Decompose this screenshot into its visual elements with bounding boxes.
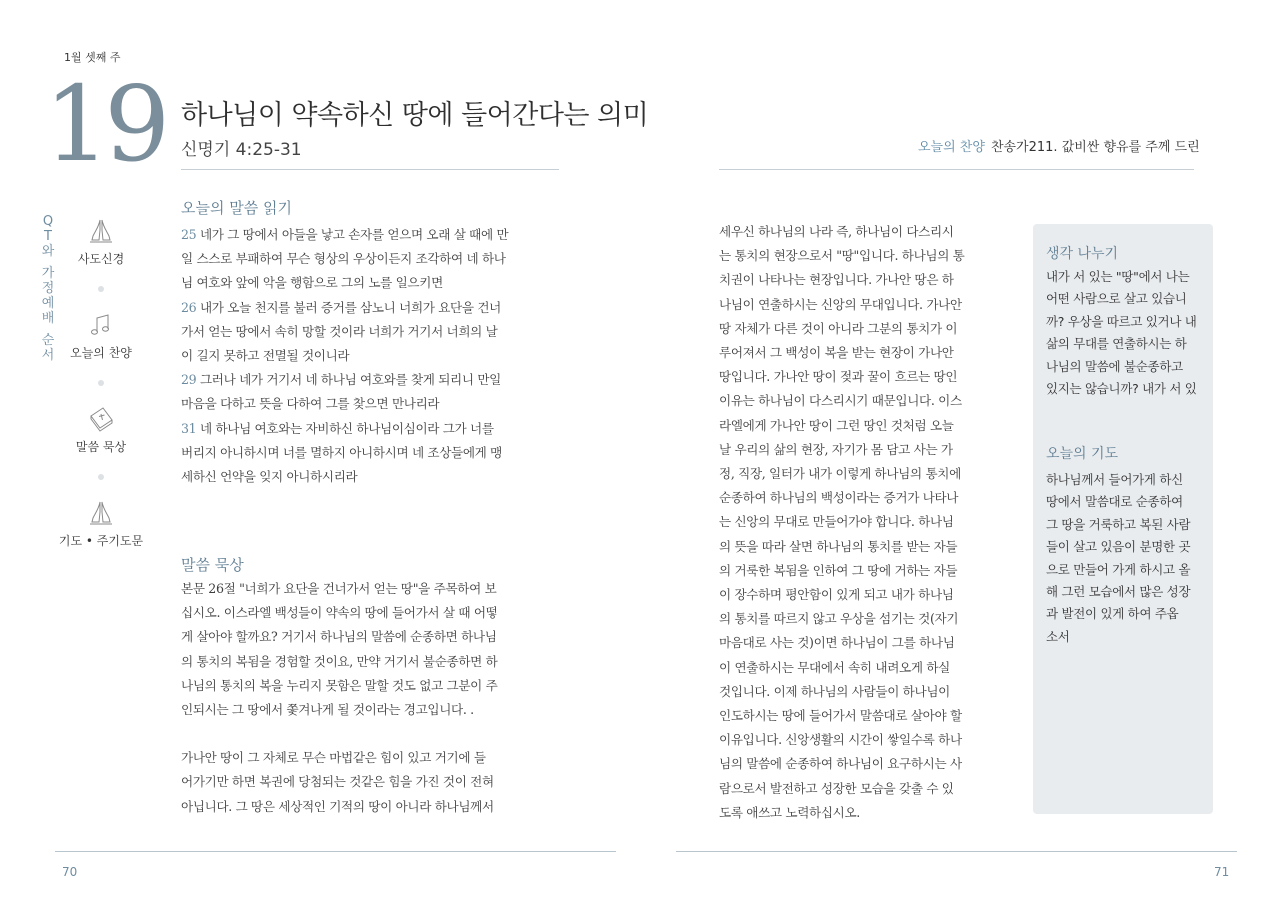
verse-line: 세하신 언약을 잊지 아니하시리라 [181, 469, 358, 485]
vertical-char: Q [42, 214, 54, 229]
text-line: 그 땅을 거룩하고 복된 사람 [1046, 516, 1191, 532]
text-line: 마음대로 사는 것)이면 하나님이 그를 하나님 [719, 635, 955, 651]
text-line: 람으로서 발전하고 성장한 모습을 갖출 수 있 [719, 780, 954, 796]
nav-item-meditation[interactable] [51, 404, 151, 455]
nav-item-label: 말씀 묵상 [75, 440, 127, 454]
verse-number: 29 [181, 372, 197, 388]
nav-item-label: 오늘의 찬양 [70, 346, 132, 360]
text-line: 하나님께서 들어가게 하신 [1046, 472, 1183, 487]
text-line: 의 뜻을 따라 살면 하나님의 통치를 받는 자들 [719, 538, 958, 554]
verse-number: 26 [181, 299, 197, 315]
verse-line: 마음을 다하고 뜻을 다하여 그를 찾으면 만나리라 [181, 396, 440, 412]
text-line: 는 신앙의 무대로 만들어가야 합니다. 하나님 [719, 514, 954, 530]
verse-line: 26 내가 오늘 천지를 불러 증거를 삼노니 너희가 요단을 건너 [181, 299, 501, 315]
verse-number: 31 [181, 420, 197, 436]
text-line: 이유입니다. 신앙생활의 시간이 쌓일수록 하나 [719, 732, 962, 748]
vertical-char: 정 [41, 281, 55, 296]
text-line: 십시오. 이스라엘 백성들이 약속의 땅에 들어가서 살 때 어떻 [181, 605, 498, 621]
verse-line: 31 네 하나님 여호와는 자비하신 하나님이심이라 그가 너를 [181, 420, 494, 436]
text-line: 땅 자체가 다른 것이 아니라 그분의 통치가 이 [719, 320, 958, 336]
text-line: 있지는 않습니까? 내가 서 있 [1046, 381, 1197, 397]
text-line: 가나안 땅이 그 자체로 무슨 마법같은 힘이 있고 거기에 들 [181, 750, 486, 766]
verse-line: 29 그러나 네가 거기서 네 하나님 여호와를 찾게 되리니 만일 [181, 372, 501, 388]
meditation-text [181, 577, 571, 819]
verse-line: 가서 얻는 땅에서 속히 망할 것이라 너희가 거기서 너희의 날 [181, 323, 498, 339]
bible-icon [86, 404, 116, 434]
text-line: 루어져서 그 백성이 복을 받는 현장이 가나안 [719, 345, 954, 361]
text-line: 나님의 말씀에 불순종하고 [1046, 358, 1183, 374]
verse-line: 이 길지 못하고 전멸될 것이니라 [181, 348, 350, 364]
text-line: 들이 살고 있음이 분명한 곳 [1046, 539, 1191, 555]
meditation-continued-text [719, 220, 1011, 825]
text-line: 아닙니다. 그 땅은 세상적인 기적의 땅이 아니라 하나님께서 [181, 798, 494, 814]
text-line: 도록 애쓰고 노력하십시오. [719, 804, 860, 820]
text-line: 님의 말씀에 순종하여 하나님이 요구하시는 사 [719, 756, 962, 772]
vertical-char: 순 [41, 333, 55, 348]
text-line: 과 발전이 있게 하여 주옵 [1046, 606, 1179, 622]
verse-line: 님 여호와 앞에 악을 행함으로 그의 노를 일으키면 [181, 275, 443, 291]
reading-heading: 오늘의 말씀 읽기 [181, 199, 292, 217]
text-line: 의 거룩한 복됨을 인하여 그 땅에 거하는 자들 [719, 562, 958, 578]
text-line: 으로 만들어 가게 하시고 올 [1046, 561, 1191, 577]
page-number-right: 71 [1214, 865, 1230, 879]
text-line: 나님이 연출하시는 신앙의 무대입니다. 가나안 [719, 296, 962, 312]
text-line: 것입니다. 이제 하나님의 사람들이 하나님이 [719, 683, 950, 699]
text-line: 날 우리의 삶의 현장, 자기가 몸 담고 사는 가 [719, 441, 953, 457]
share-heading: 생각 나누기 [1046, 246, 1119, 262]
text-line: 의 통치를 따르지 않고 우상을 섬기는 것(자기 [719, 611, 959, 627]
text-line: 순종하여 하나님의 백성이라는 증거가 나타나 [719, 490, 959, 506]
text-line: 이 연출하시는 무대에서 속히 내려오게 하실 [719, 659, 950, 675]
text-line: 소서 [1046, 628, 1070, 644]
text-line: 나님의 통치의 복을 누리지 못함은 말할 것도 없고 그분이 주 [181, 677, 498, 693]
text-line: 까? 우상을 따르고 있거나 내 [1046, 313, 1197, 329]
header-divider [181, 169, 559, 170]
hymn-header [918, 136, 1200, 155]
vertical-char: 와 [41, 244, 55, 259]
footer-divider [55, 851, 616, 852]
music-note-icon [86, 310, 116, 340]
vertical-char: 배 [41, 311, 55, 326]
scripture-reference: 신명기 4:25-31 [181, 140, 302, 160]
text-line: 세우신 하나님의 나라 즉, 하나님이 다스리시 [719, 224, 954, 239]
verse-line: 일 스스로 부패하여 무슨 형상의 우상이든지 조각하여 네 하나 [181, 251, 506, 267]
text-line [181, 722, 571, 746]
page-title: 하나님이 약속하신 땅에 들어간다는 의미 [181, 100, 649, 131]
nav-item-creed[interactable] [51, 216, 151, 267]
praying-hands-icon [86, 498, 116, 528]
text-line: 이유는 하나님이 다스리시기 때문입니다. 이스 [719, 393, 962, 409]
scripture-text [181, 223, 563, 489]
text-line: 게 살아야 할까요? 거기서 하나님의 말씀에 순종하면 하나님 [181, 629, 497, 645]
day-number: 19 [44, 63, 165, 185]
text-line: 는 통치의 현장으로서 "땅"입니다. 하나님의 통 [719, 248, 965, 264]
text-line: 인도하시는 땅에 들어가서 말씀대로 살아야 할 [719, 708, 962, 724]
vertical-char: 가 [41, 266, 55, 281]
header-divider [719, 169, 1194, 170]
hymn-label: 오늘의 찬양 [918, 140, 985, 155]
nav-separator-dot [98, 286, 104, 292]
verse-number: 25 [181, 227, 197, 242]
meditation-heading: 말씀 묵상 [181, 556, 244, 574]
text-line: 땅에서 말씀대로 순종하여 [1046, 494, 1183, 510]
text-line: 어가기만 하면 복권에 당첨되는 것같은 힘을 가진 것이 전혀 [181, 774, 494, 790]
footer-divider [676, 851, 1237, 852]
nav-item-label: 기도 • 주기도문 [58, 534, 144, 548]
prayer-text [1046, 469, 1190, 648]
text-line: 해 그런 모습에서 많은 성장 [1046, 584, 1191, 600]
text-line: 이 장수하며 평안함이 있게 되고 내가 하나님 [719, 587, 954, 603]
verse-line: 버리지 아니하시며 너를 멸하지 아니하시며 네 조상들에게 맹 [181, 444, 502, 460]
verse-line: 25 네가 그 땅에서 아들을 낳고 손자를 얻으며 오래 살 때에 만 [181, 227, 509, 242]
text-line: 어떤 사람으로 살고 있습니 [1046, 291, 1187, 307]
vertical-char: T [44, 229, 52, 244]
praying-hands-icon [86, 216, 116, 246]
text-line: 인되시는 그 땅에서 쫓겨나게 될 것이라는 경고입니다. . [181, 702, 474, 718]
text-line: 삶의 무대를 연출하시는 하 [1046, 336, 1187, 352]
share-text [1046, 266, 1197, 400]
text-line: 라엘에게 가나안 땅이 그런 땅인 것처럼 오늘 [719, 417, 954, 433]
page-number-left: 70 [62, 865, 78, 879]
vertical-char: 서 [41, 348, 55, 363]
text-line: 내가 서 있는 "땅"에서 나는 [1046, 269, 1190, 284]
text-line: 땅입니다. 가나안 땅이 젖과 꿀이 흐르는 땅인 [719, 369, 958, 385]
nav-item-hymn[interactable] [51, 310, 151, 361]
prayer-heading: 오늘의 기도 [1046, 446, 1119, 462]
nav-item-label: 사도신경 [77, 252, 125, 266]
vertical-char: 예 [41, 296, 55, 311]
hymn-title: 찬송가211. 값비싼 향유를 주께 드린 [990, 140, 1200, 155]
text-line: 치권이 나타나는 현장입니다. 가나안 땅은 하 [719, 272, 954, 288]
text-line: 본문 26절 "너희가 요단을 건너가서 얻는 땅"을 주목하여 보 [181, 581, 497, 596]
nav-separator-dot [98, 380, 104, 386]
text-line: 의 통치의 복됨을 경험할 것이요, 만약 거기서 불순종하면 하 [181, 653, 498, 669]
nav-item-prayer[interactable] [51, 498, 151, 549]
text-line: 정, 직장, 일터가 내가 이렇게 하나님의 통치에 [719, 466, 961, 482]
week-label: 1월 셋째 주 [64, 51, 121, 64]
nav-separator-dot [98, 474, 104, 480]
